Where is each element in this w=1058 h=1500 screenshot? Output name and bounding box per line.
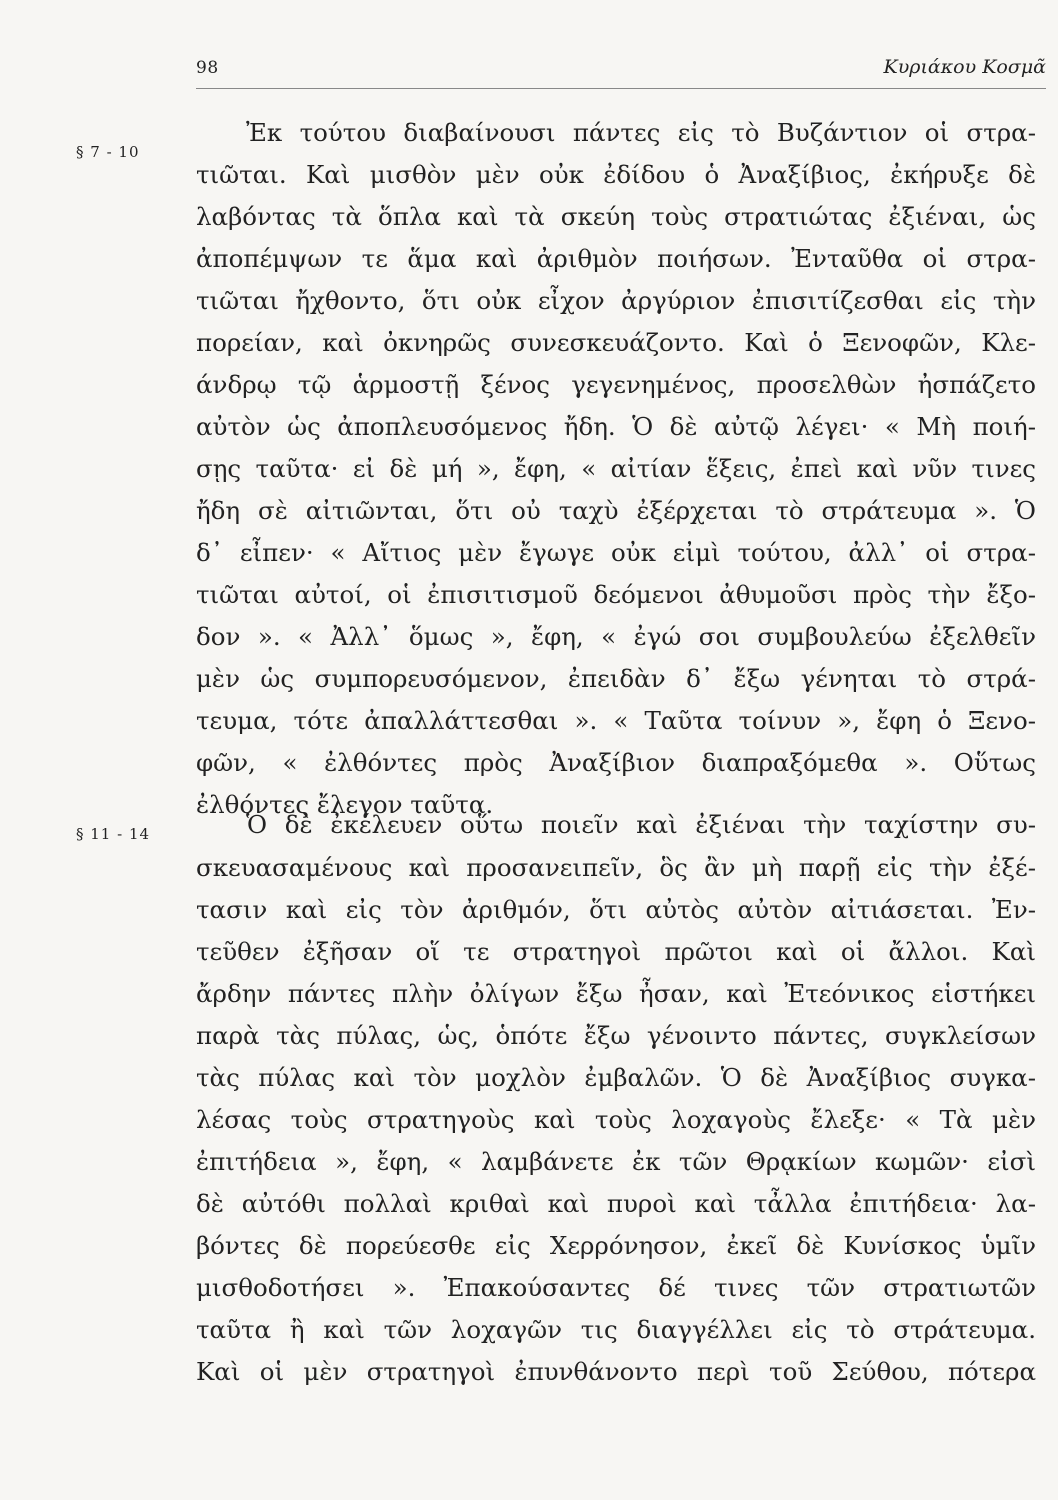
- text-line: σκευασαμένους καὶ προσανειπεῖν, ὃς ἂν μὴ παρῇ εἰς τὴν ἐξέ-: [196, 853, 1036, 882]
- page-header: [196, 52, 1046, 82]
- text-line: δὲ αὐτόθι πολλαὶ κριθαὶ καὶ πυροὶ καὶ τἆλλα ἐπιτήδεια· λα-: [196, 1189, 1036, 1218]
- text-line: αὐτὸν ὡς ἀποπλευσόμενος ἤδη. Ὁ δὲ αὐτῷ λέγει· « Μὴ ποιή-: [196, 412, 1036, 441]
- text-line: τὰς πύλας καὶ τὸν μοχλὸν ἐμβαλῶν. Ὁ δὲ Ἀναξίβιος συγκα-: [196, 1063, 1036, 1092]
- text-line: ἀποπέμψων τε ἅμα καὶ ἀριθμὸν ποιήσων. Ἐνταῦθα οἱ στρα-: [196, 244, 1036, 273]
- section-reference: § 11 - 14: [76, 825, 151, 843]
- text-line: τιῶται. Καὶ μισθὸν μὲν οὐκ ἐδίδου ὁ Ἀναξίβιος, ἐκήρυξε δὲ: [196, 160, 1036, 189]
- text-line: ἄρδην πάντες πλὴν ὀλίγων ἔξω ἦσαν, καὶ Ἐτεόνικος εἱστήκει: [196, 979, 1036, 1008]
- text-line: σῃς ταῦτα· εἰ δὲ μή », ἔφη, « αἰτίαν ἕξεις, ἐπεὶ καὶ νῦν τινες: [196, 454, 1036, 483]
- text-line: μισθοδοτήσει ». Ἐπακούσαντες δέ τινες τῶν στρατιωτῶν: [196, 1273, 1036, 1302]
- text-line: ἐλθόντες ἔλεγον ταῦτα.: [196, 790, 494, 819]
- section-reference: § 7 - 10: [76, 143, 140, 161]
- text-line: τεῦθεν ἐξῆσαν οἵ τε στρατηγοὶ πρῶτοι καὶ οἱ ἄλλοι. Καὶ: [196, 937, 1036, 966]
- text-line: βόντες δὲ πορεύεσθε εἰς Χερρόνησον, ἐκεῖ δὲ Κυνίσκος ὑμῖν: [196, 1231, 1036, 1260]
- text-line: δ᾽ εἶπεν· « Αἴτιος μὲν ἔγωγε οὐκ εἰμὶ τούτου, ἀλλ᾽ οἱ στρα-: [196, 538, 1036, 567]
- text-line: δον ». « Ἀλλ᾽ ὅμως », ἔφη, « ἐγώ σοι συμβουλεύω ἐξελθεῖν: [196, 622, 1036, 651]
- text-line: λαβόντας τὰ ὅπλα καὶ τὰ σκεύη τοὺς στρατιώτας ἐξιέναι, ὡς: [196, 202, 1036, 231]
- running-head: Κυριάκου Κοσμᾶ: [883, 56, 1046, 78]
- text-line: τασιν καὶ εἰς τὸν ἀριθμόν, ὅτι αὐτὸς αὐτὸν αἰτιάσεται. Ἐν-: [196, 895, 1036, 924]
- text-line: ἤδη σὲ αἰτιῶνται, ὅτι οὐ ταχὺ ἐξέρχεται τὸ στράτευμα ». Ὁ: [196, 496, 1036, 525]
- text-line: Ὁ δὲ ἐκέλευεν οὕτω ποιεῖν καὶ ἐξιέναι τὴν ταχίστην συ-: [246, 810, 1036, 839]
- text-line: λέσας τοὺς στρατηγοὺς καὶ τοὺς λοχαγοὺς ἔλεξε· « Τὰ μὲν: [196, 1105, 1036, 1134]
- text-line: τευμα, τότε ἀπαλλάττεσθαι ». « Ταῦτα τοίνυν », ἔφη ὁ Ξενο-: [196, 706, 1036, 735]
- header-rule: [196, 88, 1046, 89]
- text-line: Ἐκ τούτου διαβαίνουσι πάντες εἰς τὸ Βυζάντιον οἱ στρα-: [246, 118, 1036, 147]
- text-line: Καὶ οἱ μὲν στρατηγοὶ ἐπυνθάνοντο περὶ τοῦ Σεύθου, πότερα: [196, 1357, 1036, 1386]
- text-line: ἐπιτήδεια », ἔφη, « λαμβάνετε ἐκ τῶν Θρᾳκίων κωμῶν· εἰσὶ: [196, 1147, 1036, 1176]
- text-line: πορείαν, καὶ ὀκνηρῶς συνεσκευάζοντο. Καὶ ὁ Ξενοφῶν, Κλε-: [196, 328, 1036, 357]
- page-number: 98: [196, 58, 219, 78]
- text-line: παρὰ τὰς πύλας, ὡς, ὁπότε ἔξω γένοιντο πάντες, συγκλείσων: [196, 1021, 1036, 1050]
- text-line: μὲν ὡς συμπορευσόμενον, ἐπειδὰν δ᾽ ἔξω γένηται τὸ στρά-: [196, 664, 1036, 693]
- text-line: τιῶται ἤχθοντο, ὅτι οὐκ εἶχον ἀργύριον ἐπισιτίζεσθαι εἰς τὴν: [196, 286, 1036, 315]
- text-line: τιῶται αὐτοί, οἱ ἐπισιτισμοῦ δεόμενοι ἀθυμοῦσι πρὸς τὴν ἔξο-: [196, 580, 1036, 609]
- text-line: ταῦτα ἢ καὶ τῶν λοχαγῶν τις διαγγέλλει εἰς τὸ στράτευμα.: [196, 1315, 1036, 1344]
- text-line: άνδρῳ τῷ ἁρμοστῇ ξένος γεγενημένος, προσελθὼν ἠσπάζετο: [196, 370, 1036, 399]
- text-line: φῶν, « ἐλθόντες πρὸς Ἀναξίβιον διαπραξόμεθα ». Οὕτως: [196, 748, 1036, 777]
